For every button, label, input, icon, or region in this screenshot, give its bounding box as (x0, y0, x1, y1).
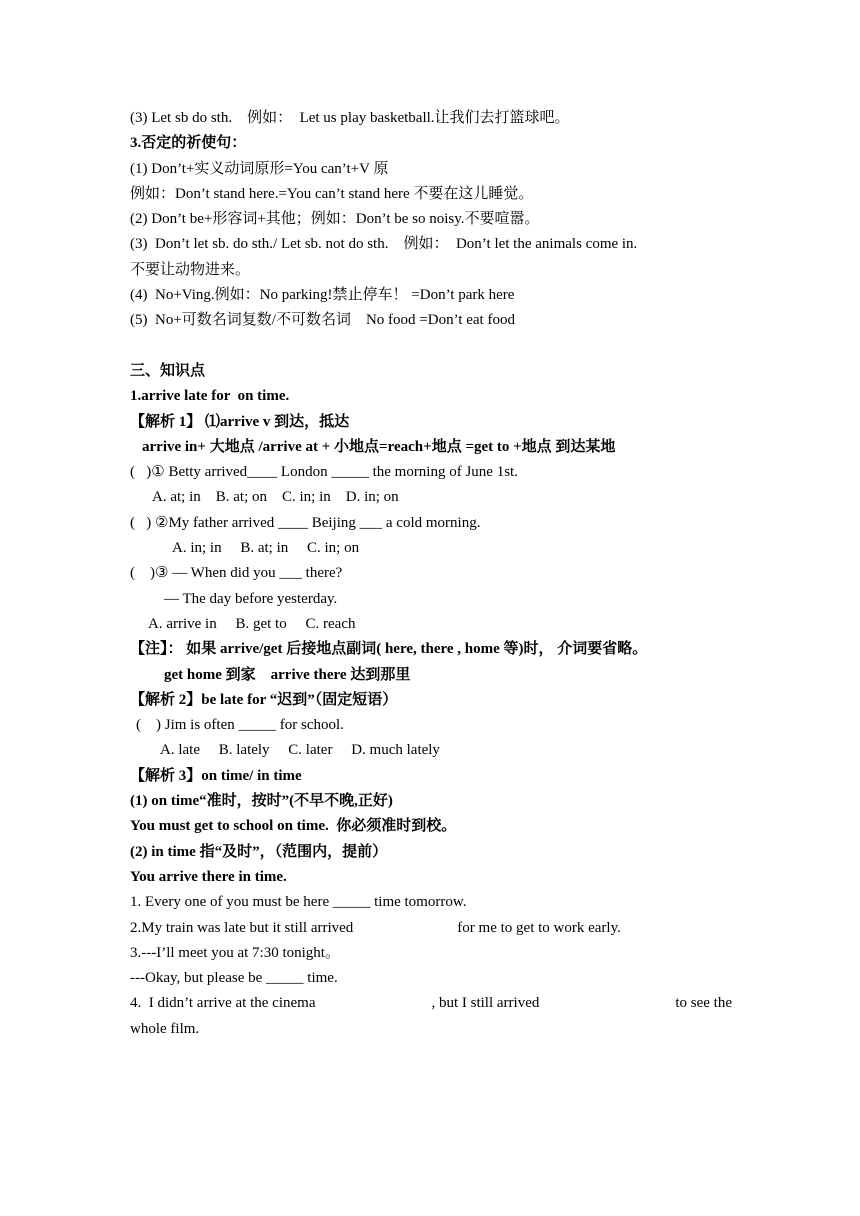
line-no-ving: (4) No+Ving.例如：No parking!禁止停车！ =Don’t park here (130, 287, 515, 304)
line-dont-be-adj: (2) Don’t be+形容词+其他；例如：Don’t be so noisy.不要喧嚣。 (130, 211, 540, 228)
question-3-options: A. arrive in B. get to C. reach (148, 615, 356, 632)
exercise-4-part-c: to see the (675, 995, 732, 1012)
question-4: ( ) Jim is often _____ for school. (136, 717, 344, 734)
section-heading-knowledge: 三、知识点 (130, 362, 206, 379)
analysis-1-rule: arrive in+ 大地点 /arrive at + 小地点=reach+地点 =get to +地点 到达某地 (142, 438, 616, 455)
analysis-3-heading: 【解析 3】on time/ in time (130, 767, 302, 784)
exercise-2-part-b: for me to get to work early. (457, 919, 621, 936)
topic-arrive-late-on-time: 1.arrive late for on time. (130, 388, 290, 405)
blank-line (130, 334, 732, 359)
question-3-answer: — The day before yesterday. (164, 590, 338, 607)
line-no-noun: (5) No+可数名词复数/不可数名词 No food =Don’t eat food (130, 312, 515, 329)
exercise-4 (130, 991, 732, 1016)
in-time-example: You arrive there in time. (130, 868, 287, 885)
question-1-options: A. at; in B. at; on C. in; in D. in; on (152, 489, 399, 506)
exercise-3: 3.---I’ll meet you at 7:30 tonight。 (130, 944, 340, 961)
document-page (130, 106, 732, 1042)
heading-negative-imperative: 3.否定的祈使句： (130, 135, 247, 152)
question-2-options: A. in; in B. at; in C. in; on (172, 540, 360, 557)
note-examples: get home 到家 arrive there 达到那里 (164, 666, 411, 683)
exercise-1: 1. Every one of you must be here _____ time tomorrow. (130, 894, 467, 911)
exercise-4-part-b: , but I still arrived (431, 995, 540, 1012)
question-1: ( )① Betty arrived____ London _____ the morning of June 1st. (130, 464, 518, 481)
line-dont-let-translation: 不要让动物进来。 (130, 261, 251, 278)
in-time-definition: (2) in time 指“及时”，（范围内，提前） (130, 843, 388, 860)
line-let-sb-do-sth: (3) Let sb do sth. 例如： Let us play basketball.让我们去打篮球吧。 (130, 110, 570, 126)
note-preposition-omitted: 【注】： 如果 arrive/get 后接地点副词( here, there , home 等)时， 介词要省略。 (130, 641, 648, 658)
question-2: ( ) ②My father arrived ____ Beijing ___ a cold morning. (130, 514, 481, 531)
exercise-4-continued: whole film. (130, 1020, 200, 1037)
exercise-3-reply: ---Okay, but please be _____ time. (130, 970, 338, 987)
line-example-dont-stand: 例如：Don’t stand here.=You can’t stand here 不要在这儿睡觉。 (130, 185, 534, 202)
on-time-definition: (1) on time“准时，按时”(不早不晚,正好) (130, 793, 393, 810)
line-dont-let-sb: (3) Don’t let sb. do sth./ Let sb. not do sth. 例如： Don’t let the animals come in. (130, 236, 638, 253)
analysis-2-heading: 【解析 2】be late for “迟到”（固定短语） (130, 691, 398, 708)
exercise-2 (130, 916, 732, 941)
exercise-4-part-a: 4. I didn’t arrive at the cinema (130, 995, 316, 1012)
line-dont-verb: (1) Don’t+实义动词原形=You can’t+V 原 (130, 160, 389, 177)
question-4-options: A. late B. lately C. later D. much lately (160, 742, 440, 759)
question-3: ( )③ — When did you ___ there? (130, 565, 343, 582)
analysis-1-heading: 【解析 1】 ⑴arrive v 到达，抵达 (130, 413, 350, 430)
on-time-example: You must get to school on time. 你必须准时到校。 (130, 818, 457, 835)
exercise-2-part-a: 2.My train was late but it still arrived (130, 919, 354, 936)
